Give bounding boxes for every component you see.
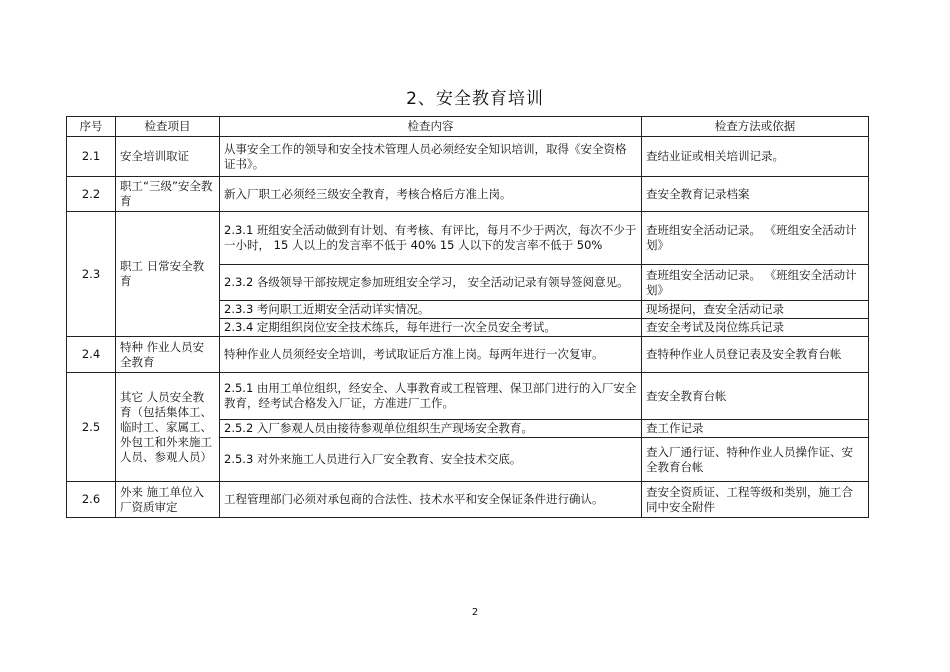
table-row — [67, 337, 869, 373]
row-content: 2.3.1 班组安全活动做到有计划、有考核、有评比，每月不少于两次，每次不少于一小时， 15 人以上的发言率不低于 40% 15 人以下的发言率不低于 50% — [220, 212, 642, 265]
header-content: 检查内容 — [220, 117, 642, 137]
row-method: 查安全考试及岗位练兵记录 — [642, 319, 869, 337]
row-content: 特种作业人员须经安全培训，考试取证后方准上岗。每两年进行一次复审。 — [220, 337, 642, 373]
header-item: 检查项目 — [116, 117, 220, 137]
row-no: 2.4 — [67, 337, 116, 373]
row-content: 工程管理部门必须对承包商的合法性、技术水平和安全保证条件进行确认。 — [220, 482, 642, 518]
row-no: 2.3 — [67, 212, 116, 337]
row-content: 2.5.1 由用工单位组织，经安全、人事教育或工程管理、保卫部门进行的入厂安全教育，经考试合格发入厂证，方准进厂工作。 — [220, 373, 642, 420]
row-method: 查结业证或相关培训记录。 — [642, 137, 869, 177]
row-method: 查工作记录 — [642, 420, 869, 438]
row-item: 其它 人员安全教育（包括集体工、临时工、家属工、外包工和外来施工人员、参观人员） — [116, 373, 220, 482]
row-method: 查班组安全活动记录。 《班组安全活动计划》 — [642, 212, 869, 265]
table-row — [67, 212, 869, 265]
row-no: 2.1 — [67, 137, 116, 177]
row-method: 查入厂通行证、特种作业人员操作证、安全教育台帐 — [642, 438, 869, 482]
row-item: 职工 日常安全教育 — [116, 212, 220, 337]
row-content: 从事安全工作的领导和安全技术管理人员必须经安全知识培训，取得《安全资格证书》。 — [220, 137, 642, 177]
row-method: 查安全教育台帐 — [642, 373, 869, 420]
row-content: 2.5.2 入厂参观人员由接待参观单位组织生产现场安全教育。 — [220, 420, 642, 438]
page-title: 2、安全教育培训 — [406, 89, 544, 109]
table-row — [67, 482, 869, 518]
row-method: 查安全资质证、工程等级和类别，施工合同中安全附件 — [642, 482, 869, 518]
header-no: 序号 — [67, 117, 116, 137]
table-row — [67, 177, 869, 212]
row-item: 外来 施工单位入厂资质审定 — [116, 482, 220, 518]
row-method: 查班组安全活动记录。 《班组安全活动计划》 — [642, 265, 869, 301]
table-header-row — [67, 117, 869, 137]
row-no: 2.5 — [67, 373, 116, 482]
row-method: 查特种作业人员登记表及安全教育台帐 — [642, 337, 869, 373]
row-content: 2.3.2 各级领导干部按规定参加班组安全学习， 安全活动记录有领导签阅意见。 — [220, 265, 642, 301]
row-no: 2.6 — [67, 482, 116, 518]
row-method: 查安全教育记录档案 — [642, 177, 869, 212]
row-item: 特种 作业人员安全教育 — [116, 337, 220, 373]
row-no: 2.2 — [67, 177, 116, 212]
row-content: 新入厂职工必须经三级安全教育，考核合格后方准上岗。 — [220, 177, 642, 212]
header-method: 检查方法或依据 — [642, 117, 869, 137]
row-content: 2.3.3 考问职工近期安全活动详实情况。 — [220, 301, 642, 319]
row-item: 职工“三级”安全教育 — [116, 177, 220, 212]
row-content: 2.5.3 对外来施工人员进行入厂安全教育、安全技术交底。 — [220, 438, 642, 482]
row-content: 2.3.4 定期组织岗位安全技术练兵，每年进行一次全员安全考试。 — [220, 319, 642, 337]
table-row — [67, 373, 869, 420]
row-method: 现场提问，查安全活动记录 — [642, 301, 869, 319]
row-item: 安全培训取证 — [116, 137, 220, 177]
table-row — [67, 137, 869, 177]
page-number: 2 — [471, 607, 479, 618]
inspection-table — [66, 116, 869, 518]
